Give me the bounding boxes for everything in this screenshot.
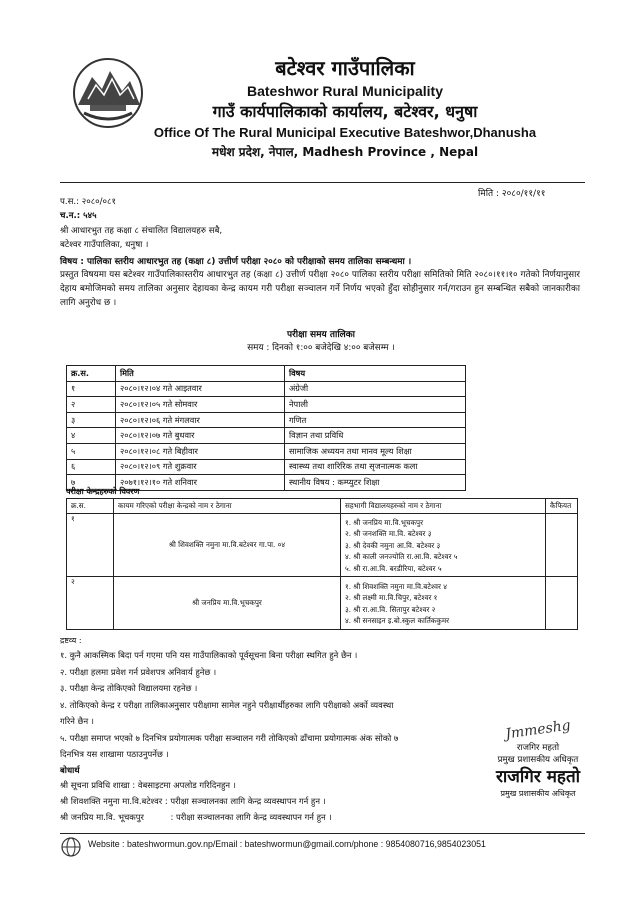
schedule-title: परीक्षा समय तालिका — [287, 330, 355, 340]
row-sn: ३ — [67, 412, 116, 428]
table-header-row — [67, 499, 578, 514]
col-subject: विषय — [285, 366, 466, 382]
row-date: २०८०।१२।०९ गते शुक्रवार — [116, 459, 285, 475]
globe-icon — [60, 836, 82, 858]
note-item: गरिने छैन । — [60, 716, 94, 726]
row-sn: २ — [67, 397, 116, 413]
letter-cn-number: च.न.: ५४५ — [60, 211, 97, 221]
row-subject: सामाजिक अध्ययन तथा मानव मूल्य शिक्षा — [285, 443, 466, 459]
row-subject: विज्ञान तथा प्रविधि — [285, 428, 466, 444]
letter-body: प्रस्तुत विषयमा यस बटेश्वर गाउँपालिकास्तरीय आधारभुत तह (कक्षा ८) उत्तीर्ण परीक्षा २०८० पालिका स्तरीय परीक्षा समितिको मिति २०८०।११।१० गतेको निर्णयानुसार देहाय बमोजिमको समय तालिका अनुसार देहायका केन्द्र कायम गरी परीक्षा सञ्चालन गर्ने निर्णय भएको हुँदा सोहीनुसार गर्न/गराउन हुन सम्बन्धित सबैको जानकारीका लागि अनुरोध छ । — [60, 270, 580, 308]
school-item: ३. श्री रा.आ.वि. सितापुर बटेश्वर २ — [345, 604, 436, 614]
row-center: श्री शिवशक्ति नमुना मा.वि.बटेश्वर गा.पा. ०४ — [114, 514, 341, 577]
row-date: २०८०।१२।०६ गते मंगलवार — [116, 412, 285, 428]
centers-table — [66, 498, 578, 630]
row-subject: नेपाली — [285, 397, 466, 413]
table-row — [67, 412, 466, 428]
footer-divider — [60, 833, 585, 834]
row-remarks — [546, 577, 578, 630]
col-center: कायम गरिएको परीक्षा केन्द्रको नाम र ठेगाना — [114, 499, 341, 514]
recipient-line-1: श्री आधारभुत तह कक्षा ८ संचालित विद्यालयहरु सबै, — [60, 226, 223, 236]
schedule-time: समय : दिनको १:०० बजेदेखि ४:०० बजेसम्म । — [247, 343, 395, 353]
row-sn: ५ — [67, 443, 116, 459]
letter-date: मिति : २०८०/११/११ — [478, 189, 546, 199]
province-line: मधेश प्रदेश, नेपाल, Madhesh Province , Nepal — [211, 145, 479, 159]
cc-item: श्री शिवशक्ति नमुना मा.वि.बटेश्वर : परीक्षा सञ्चालनका लागि केन्द्र व्यवस्थापन गर्न हुन । — [60, 795, 326, 806]
row-subject: गणित — [285, 412, 466, 428]
row-sn: १ — [67, 381, 116, 397]
col-sn: क्र.स. — [67, 366, 116, 382]
row-date: २०७१।१२।१० गते शनिवार — [116, 475, 285, 491]
stamp-title: प्रमुख प्रशासकीय अधिकृत — [500, 789, 576, 798]
row-subject: अंग्रेजी — [285, 381, 466, 397]
school-item: २. श्री जनशक्ति मा.वि. बटेश्वर ३ — [345, 529, 432, 539]
notes-heading: द्रष्टव्य : — [60, 636, 82, 645]
stamp-name: राजगिर महतो — [495, 767, 581, 787]
row-subject: स्थानीय विषय : कम्प्युटर शिक्षा — [285, 475, 466, 491]
letter-subject: विषय : पालिका स्तरीय आधारभुत तह (कक्षा ८) उत्तीर्ण परीक्षा २०८० को परीक्षाको समय तालिका सम्बन्धमा । — [60, 257, 412, 267]
school-item: ४. श्री काली जनज्योति रा.आ.वि. बटेश्वर ५ — [345, 552, 458, 562]
row-center: श्री जनप्रिय मा.वि.भूचकपुर — [114, 577, 341, 630]
school-item: २. श्री लक्ष्मी मा.वि.चिपुर, बटेश्वर १ — [345, 593, 438, 602]
municipality-name-np: बटेश्वर गाउँपालिका — [275, 56, 415, 80]
row-sn: ६ — [67, 459, 116, 475]
schedule-table — [66, 365, 466, 491]
header-divider — [60, 182, 585, 183]
centers-title: परीक्षा केन्द्रहरुको विवरण — [66, 487, 140, 496]
row-date: २०८०।१२।०८ गते बिहीवार — [116, 443, 285, 459]
note-item: ४. तोकिएको केन्द्र र परीक्षा तालिकाअनुसार परीक्षामा सामेल नहुने परीक्षार्थीहरुका लागि परीक्षाको अर्को व्यवस्था — [60, 699, 394, 710]
note-item: १. कुनै आकस्मिक बिदा पर्न गएमा पनि यस गाउँपालिकाको पूर्वसूचना बिना परीक्षा स्थगित हुने छैन । — [60, 650, 358, 660]
school-item: १. श्री शिवशक्ति नमुना मा.वि.बटेश्वर ४ — [345, 581, 448, 591]
row-schools — [341, 577, 546, 630]
row-sn: २ — [67, 577, 114, 630]
col-sn: क्र.स. — [67, 499, 114, 514]
table-row — [67, 459, 466, 475]
note-item: ५. परीक्षा समाप्त भएको ७ दिनभित्र प्रयोगात्मक परीक्षा सञ्चालन गरी तोकिएको ढाँचामा प्रयोगात्मक अंक सोको ७ — [60, 732, 399, 743]
row-sn: ४ — [67, 428, 116, 444]
row-remarks — [546, 514, 578, 577]
row-date: २०८०।१२।०७ गते बुधवार — [116, 428, 285, 444]
note-item: ३. परीक्षा केन्द्र तोकिएको विद्यालयमा रहनेछ । — [60, 683, 198, 693]
signatory-name: राजगिर महतो — [516, 743, 560, 753]
table-row — [67, 443, 466, 459]
row-sn: १ — [67, 514, 114, 577]
school-item: ४. श्री सनसाइन इ.बो.स्कुल कार्तिककुमर — [345, 616, 450, 625]
row-subject: स्वास्थ्य तथा शारिरिक तथा सृजनात्मक कला — [285, 459, 466, 475]
school-item: ५. श्री रा.आ.वि. बरडीरिया, बटेश्वर ५ — [345, 563, 442, 573]
note-item: २. परीक्षा हलमा प्रवेश गर्न प्रवेशपत्र अनिवार्य हुनेछ । — [60, 666, 217, 677]
row-date: २०८०।१२।०५ गते सोमवार — [116, 397, 285, 413]
handwritten-signature: Jmmeshg — [504, 717, 572, 743]
municipality-name-en: Bateshwor Rural Municipality — [246, 83, 444, 99]
row-schools — [341, 514, 546, 577]
school-item: ३. श्री देवकी नमुना आ.वि. बटेश्वर ३ — [345, 540, 441, 550]
cc-heading: बोधार्थ — [60, 764, 80, 775]
office-name-en: Office Of The Rural Municipal Executive Bateshwor,Dhanusha — [153, 125, 537, 140]
col-remarks: कैफियत — [546, 499, 578, 514]
col-schools: सहभागी विद्यालयहरुको नाम र ठेगाना — [341, 499, 546, 514]
recipient-line-2: बटेश्वर गाउँपालिका, धनुषा । — [60, 240, 149, 250]
signature-block — [478, 717, 598, 799]
col-date: मिति — [116, 366, 285, 382]
table-row — [67, 514, 578, 577]
signatory-title: प्रमुख प्रशासकीय अधिकृत — [497, 755, 579, 765]
note-item: दिनभित्र यस शाखामा पठाउनुपर्नेछ । — [60, 749, 169, 759]
table-row — [67, 381, 466, 397]
school-item: १. श्री जनप्रिय मा.वि.भूचकपुर — [345, 517, 424, 527]
table-row — [67, 428, 466, 444]
table-row — [67, 577, 578, 630]
row-sn: ७ — [67, 475, 116, 491]
footer-contact: Website : bateshwormun.gov.np/Email : bateshwormun@gmail.com/phone : 9854080716,9854023051 — [88, 839, 486, 849]
table-header-row — [67, 366, 466, 382]
letter-ps-number: प.स.: २०८०/०८१ — [60, 197, 116, 207]
office-name-np: गाउँ कार्यपालिकाको कार्यालय, बटेश्वर, धनुषा — [212, 102, 478, 121]
row-date: २०८०।१२।०४ गते आइतवार — [116, 381, 285, 397]
cc-item: श्री जनप्रिय मा.वि. भूचकपुर : परीक्षा सञ्चालनका लागि केन्द्र व्यवस्थापन गर्न हुन । — [60, 811, 332, 822]
cc-item: श्री सूचना प्रविधि शाखा : वेबसाइटमा अपलोड गरिदिनहुन । — [60, 779, 236, 790]
table-row — [67, 397, 466, 413]
